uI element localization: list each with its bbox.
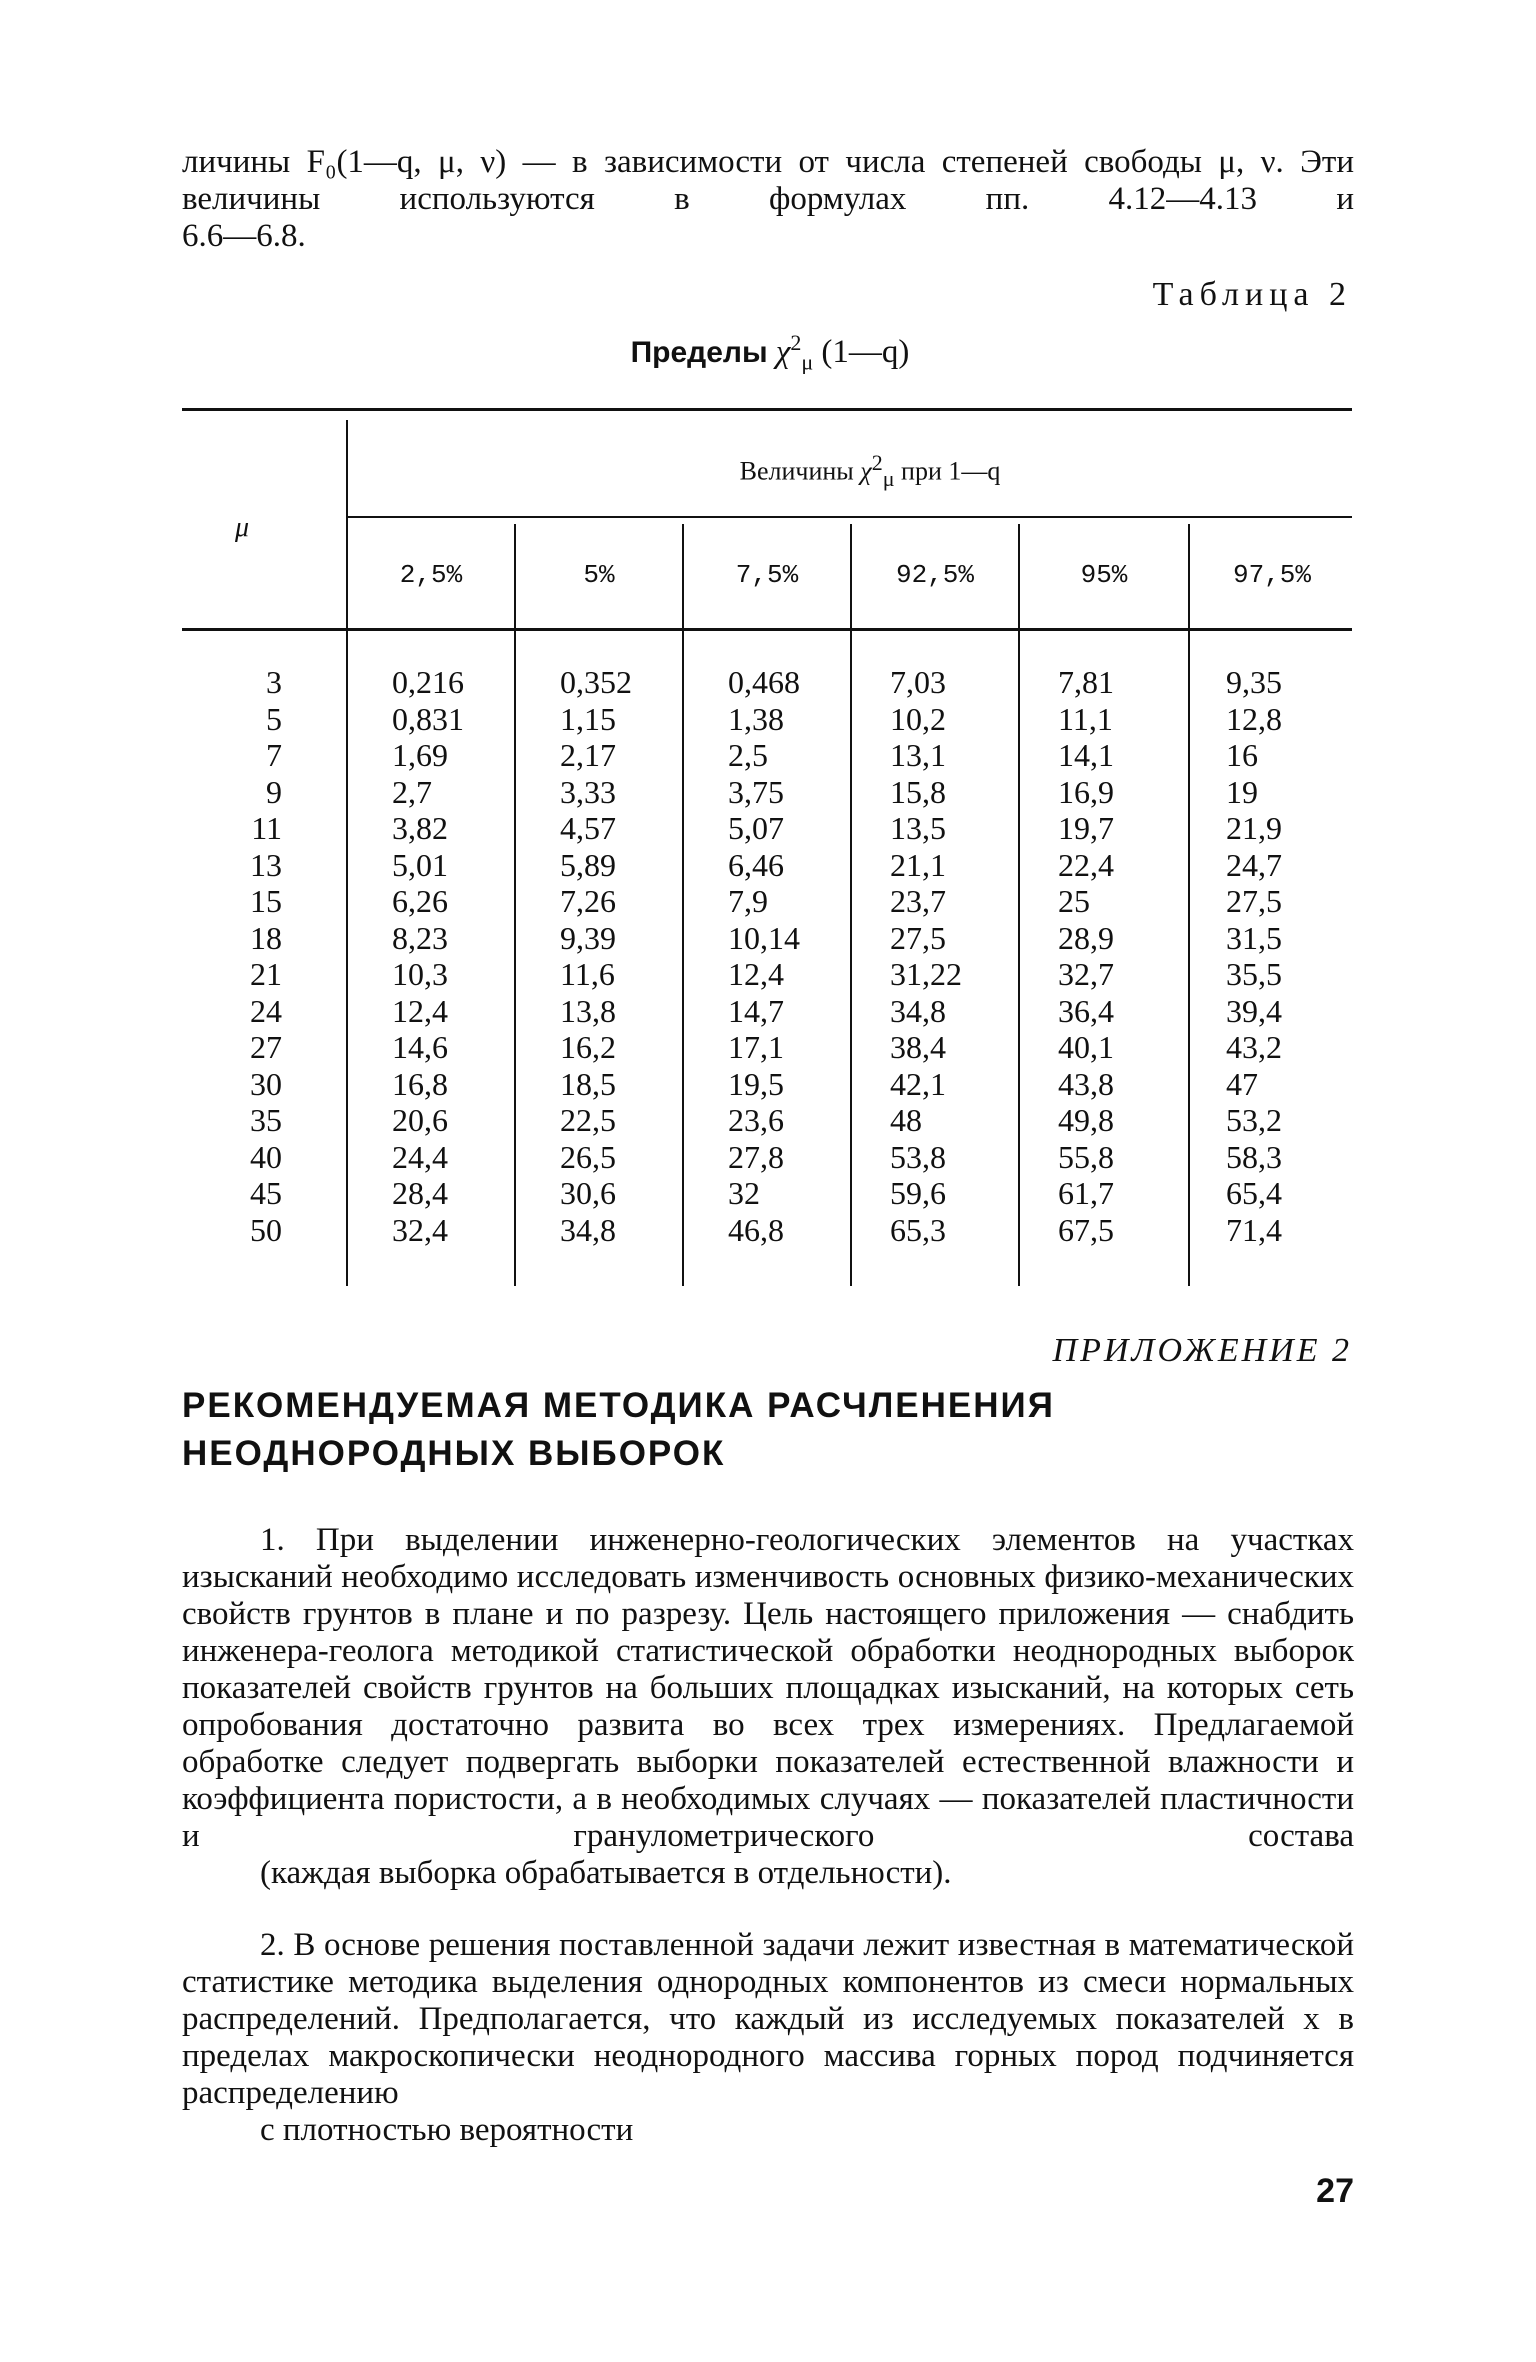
column-92-5 xyxy=(890,664,962,1248)
column-95 xyxy=(1058,664,1114,1248)
table-cell: 45 xyxy=(250,1175,282,1211)
table-vline-4 xyxy=(1018,524,1020,1286)
column-97-5 xyxy=(1226,664,1282,1248)
table-cell: 3,82 xyxy=(392,810,448,846)
table-cell: 14,1 xyxy=(1058,737,1114,773)
intro-paragraph xyxy=(182,144,1354,255)
table-cell: 65,3 xyxy=(890,1211,946,1248)
group-header-suffix: при 1—q xyxy=(901,456,1001,486)
table-cell: 6,26 xyxy=(392,883,448,919)
table-cell: 5,89 xyxy=(560,846,616,883)
table-cell: 35,5 xyxy=(1226,956,1282,992)
appendix-title xyxy=(182,1382,1182,1478)
table-cell: 13,5 xyxy=(890,810,946,846)
table-cell: 40 xyxy=(250,1138,282,1175)
table-cell: 5 xyxy=(266,700,282,737)
table-cell: 34,8 xyxy=(890,992,946,1029)
table-cell: 28,9 xyxy=(1058,919,1114,956)
table-cell: 31,5 xyxy=(1226,919,1282,956)
intro-text: личины F₀(1—q, μ, ν) — в зависимости от числа степеней свободы μ, ν. Эти величины используются в формулах пп. 4.12—4.13 и xyxy=(182,144,1354,217)
group-chi-sup: 2 xyxy=(871,450,883,475)
table-cell: 1,69 xyxy=(392,737,448,773)
table-cell: 31,22 xyxy=(890,956,962,992)
table-cell: 2,5 xyxy=(728,737,768,773)
table-cell: 10,14 xyxy=(728,919,800,956)
table-cell: 40,1 xyxy=(1058,1029,1114,1065)
table-cell: 22,4 xyxy=(1058,846,1114,883)
table-cell: 35 xyxy=(250,1102,282,1138)
table-cell: 21 xyxy=(250,956,282,992)
table-cell: 46,8 xyxy=(728,1211,784,1248)
appendix-title-line1: РЕКОМЕНДУЕМАЯ МЕТОДИКА РАСЧЛЕНЕНИЯ xyxy=(182,1386,1055,1425)
group-chi-sub: μ xyxy=(882,465,895,491)
table-cell: 24 xyxy=(250,992,282,1029)
table-cell: 2,7 xyxy=(392,773,432,810)
table-cell: 32 xyxy=(728,1175,760,1211)
group-header xyxy=(640,450,1100,492)
table-cell: 42,1 xyxy=(890,1065,946,1102)
table-cell: 32,7 xyxy=(1058,956,1114,992)
table-cell: 28,4 xyxy=(392,1175,448,1211)
table-cell: 61,7 xyxy=(1058,1175,1114,1211)
table-cell: 10,3 xyxy=(392,956,448,992)
table-cell: 27 xyxy=(250,1029,282,1065)
appendix-label: ПРИЛОЖЕНИЕ 2 xyxy=(1052,1332,1352,1369)
table-top-rule xyxy=(182,408,1352,411)
table-cell: 19 xyxy=(1226,773,1258,810)
table-cell: 21,1 xyxy=(890,846,946,883)
chi-symbol: χ xyxy=(775,334,791,370)
table-vline-2 xyxy=(682,524,684,1286)
table-cell: 7,03 xyxy=(890,664,946,700)
table-cell: 23,6 xyxy=(728,1102,784,1138)
table-cell: 27,5 xyxy=(1226,883,1282,919)
table-cell: 1,15 xyxy=(560,700,616,737)
table-cell: 67,5 xyxy=(1058,1211,1114,1248)
table-cell: 2,17 xyxy=(560,737,616,773)
table-cell: 7,9 xyxy=(728,883,768,919)
table-label: Таблица 2 xyxy=(1152,276,1352,313)
col-header-97-5: 97,5% xyxy=(1232,560,1311,590)
table-cell: 9,35 xyxy=(1226,664,1282,700)
table-cell: 3,75 xyxy=(728,773,784,810)
table-cell: 21,9 xyxy=(1226,810,1282,846)
header-bottom-rule xyxy=(182,628,1352,631)
table-cell: 39,4 xyxy=(1226,992,1282,1029)
table-cell: 25 xyxy=(1058,883,1090,919)
table-cell: 14,6 xyxy=(392,1029,448,1065)
table-cell: 7 xyxy=(266,737,282,773)
table-cell: 30 xyxy=(250,1065,282,1102)
header-sub-rule xyxy=(346,516,1352,518)
table-cell: 53,8 xyxy=(890,1138,946,1175)
table-cell: 0,216 xyxy=(392,664,464,700)
table-cell: 19,5 xyxy=(728,1065,784,1102)
col-header-7-5: 7,5% xyxy=(735,560,799,590)
mu-header: μ xyxy=(235,512,250,543)
appendix-title-line2: НЕОДНОРОДНЫХ ВЫБОРОК xyxy=(182,1434,726,1473)
table-cell: 50 xyxy=(250,1211,282,1248)
table-cell: 7,81 xyxy=(1058,664,1114,700)
table-title-word: Пределы xyxy=(630,336,768,369)
page-number: 27 xyxy=(1316,2172,1354,2210)
table-cell: 12,4 xyxy=(728,956,784,992)
table-cell: 0,831 xyxy=(392,700,464,737)
table-cell: 11,1 xyxy=(1058,700,1113,737)
column-5 xyxy=(560,664,632,1248)
table-cell: 16,8 xyxy=(392,1065,448,1102)
table-cell: 0,352 xyxy=(560,664,632,700)
table-cell: 47 xyxy=(1226,1065,1258,1102)
table-cell: 65,4 xyxy=(1226,1175,1282,1211)
table-cell: 5,01 xyxy=(392,846,448,883)
table-cell: 38,4 xyxy=(890,1029,946,1065)
group-chi-symbol: χ xyxy=(860,456,872,486)
table-cell: 3 xyxy=(266,664,282,700)
paragraph-1-text: 1. При выделении инженерно-геологических элементов на участках изысканий необходимо исследовать изменчивость основных физико-механических свойств грунтов в плане и по разрезу. Цель настоящего приложения — снабдить инженера-геолога методикой статистической обработки неоднородных выборок показателей свойств грунтов на больших площадках изысканий, на которых сеть опробования достаточно развита во всех трех измерениях. Предлагаемой обработке следует подвергать выборки показателей естественной влажности и коэффициента пористости, а в необходимых случаях — показателей пластичности и гранулометрического состава xyxy=(182,1522,1354,1854)
table-cell: 9 xyxy=(266,773,282,810)
table-cell: 9,39 xyxy=(560,919,616,956)
table-title xyxy=(440,330,1100,376)
table-cell: 18,5 xyxy=(560,1065,616,1102)
table-cell: 58,3 xyxy=(1226,1138,1282,1175)
paragraph-2-last-line: с плотностью вероятности xyxy=(260,2112,634,2148)
table-cell: 43,8 xyxy=(1058,1065,1114,1102)
table-cell: 27,5 xyxy=(890,919,946,956)
table-cell: 6,46 xyxy=(728,846,784,883)
table-cell: 12,8 xyxy=(1226,700,1282,737)
table-cell: 5,07 xyxy=(728,810,784,846)
table-cell: 32,4 xyxy=(392,1211,448,1248)
col-header-2-5: 2,5% xyxy=(399,560,463,590)
table-cell: 53,2 xyxy=(1226,1102,1282,1138)
table-cell: 7,26 xyxy=(560,883,616,919)
table-title-tail: (1—q) xyxy=(821,334,910,370)
table-cell: 13 xyxy=(250,846,282,883)
table-cell: 55,8 xyxy=(1058,1138,1114,1175)
table-cell: 24,7 xyxy=(1226,846,1282,883)
col-header-95: 95% xyxy=(1080,560,1128,590)
intro-last-line: 6.6—6.8. xyxy=(182,218,306,254)
table-vline-5 xyxy=(1188,524,1190,1286)
table-cell: 15,8 xyxy=(890,773,946,810)
table-cell: 71,4 xyxy=(1226,1211,1282,1248)
table-cell: 16,9 xyxy=(1058,773,1114,810)
paragraph-1-last-line: (каждая выборка обрабатывается в отдельности). xyxy=(260,1855,952,1891)
table-vline-mu xyxy=(346,420,348,1286)
table-cell: 11,6 xyxy=(560,956,615,992)
table-cell: 8,23 xyxy=(392,919,448,956)
table-cell: 4,57 xyxy=(560,810,616,846)
table-cell: 59,6 xyxy=(890,1175,946,1211)
paragraph-2-text: 2. В основе решения поставленной задачи лежит известная в математической статистике методика выделения однородных компонентов из смеси нормальных распределений. Предполагается, что каждый из исследуемых показателей x в пределах макроскопически неоднородного массива горных пород подчиняется распределению xyxy=(182,1927,1354,2111)
table-cell: 16,2 xyxy=(560,1029,616,1065)
column-7-5 xyxy=(728,664,800,1248)
paragraph-2 xyxy=(182,1927,1354,2149)
table-cell: 23,7 xyxy=(890,883,946,919)
table-cell: 26,5 xyxy=(560,1138,616,1175)
table-cell: 3,33 xyxy=(560,773,616,810)
table-cell: 48 xyxy=(890,1102,922,1138)
table-cell: 43,2 xyxy=(1226,1029,1282,1065)
table-cell: 18 xyxy=(250,919,282,956)
table-cell: 17,1 xyxy=(728,1029,784,1065)
table-cell: 30,6 xyxy=(560,1175,616,1211)
table-cell: 11 xyxy=(251,810,282,846)
col-header-92-5: 92,5% xyxy=(895,560,974,590)
table-cell: 27,8 xyxy=(728,1138,784,1175)
table-cell: 12,4 xyxy=(392,992,448,1029)
table-cell: 16 xyxy=(1226,737,1258,773)
table-vline-3 xyxy=(850,524,852,1286)
table-cell: 13,8 xyxy=(560,992,616,1029)
table-cell: 13,1 xyxy=(890,737,946,773)
chi-sub: μ xyxy=(801,349,814,375)
table-cell: 15 xyxy=(250,883,282,919)
table-cell: 14,7 xyxy=(728,992,784,1029)
table-cell: 22,5 xyxy=(560,1102,616,1138)
table-cell: 1,38 xyxy=(728,700,784,737)
table-cell: 49,8 xyxy=(1058,1102,1114,1138)
table-cell: 10,2 xyxy=(890,700,946,737)
table-cell: 34,8 xyxy=(560,1211,616,1248)
col-header-5: 5% xyxy=(583,560,615,590)
column-2-5 xyxy=(392,664,464,1248)
group-header-prefix: Величины xyxy=(739,456,854,486)
chi-sup: 2 xyxy=(790,330,802,355)
table-cell: 0,468 xyxy=(728,664,800,700)
table-cell: 19,7 xyxy=(1058,810,1114,846)
table-cell: 24,4 xyxy=(392,1138,448,1175)
table-cell: 36,4 xyxy=(1058,992,1114,1029)
paragraph-1 xyxy=(182,1522,1354,1892)
table-cell: 20,6 xyxy=(392,1102,448,1138)
mu-column xyxy=(230,664,282,1248)
table-vline-1 xyxy=(514,524,516,1286)
